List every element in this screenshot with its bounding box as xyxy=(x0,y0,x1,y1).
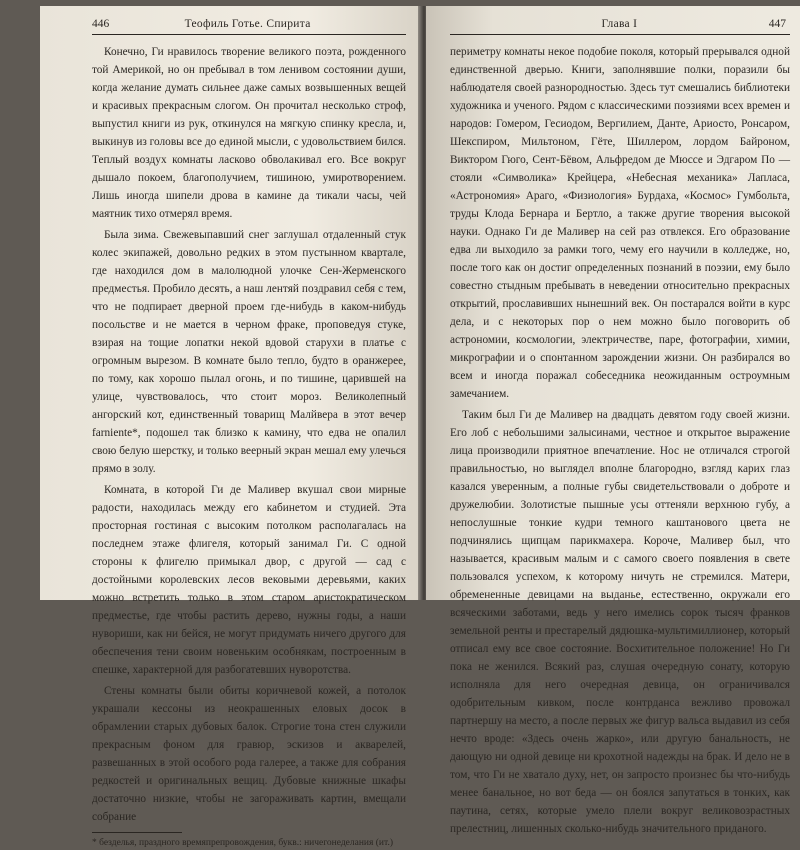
paragraph: Комната, в которой Ги де Маливер вкушал свои мирные радости, находилась между его кабинетом и студией. Эта просторная гостиная с высоким потолком располагалась на последнем этаже флигеля, который занимал Ги. С одной стороны к флигелю примыкал двор, с другой — сад с достойными королевских лесов вековыми деревьями, каких можно встретить только в этом старом аристократическом предместье, где чтобы растить дерево, нужны годы, а наши нувориши, как ни бейся, не могут придумать ничего другого для обеспечения тени своим новеньким особнякам, построенным в спешке, характерной для разбогатевших нуворотства. xyxy=(92,484,406,676)
paragraph: периметру комнаты некое подобие поколя, который прерывался одной единственной дверью. Книги, заполнявшие полки, поразили бы наблюдателя своей разнородностью. Здесь тут смешались библиотеки художника и ученого. Рядом с классическими поэзиями всех времен и народов: Гомером, Гесиодом, Вергилием, Данте, Ариосто, Ронсаром, Шекспиром, Мильтоном, Гёте, Шиллером, лордом Байроном, Виктором Гюго, Сент-Бёвом, Альфредом де Мюссе и Эдгаром По — стояли «Символика» Крейцера, «Небесная механика» Лапласа, «Астрономия» Араго, «Физиология» Бурдаха, «Космос» Гумбольта, труды Клода Бернара и Бертло, а также другие творения высокой науки. Однако Ги де Маливер на сей раз отвлекся. Его образование едва ли выходило за рамки того, чему его научили в колледже, но, после того как он достиг определенных познаний в поэзии, ему было совестно стыдным пребывать в неведении относительно прекрасных открытий, прославивших нынешний век. Он постарался войти в курс дела, и с некоторых пор о нем можно было поговорить об астрономии, космологии, электричестве, паре, фотографии, химии, микрографии и о спонтанном зарождении жизни. Он разбирался во всем и иногда поражал собеседника неожиданным остроумным замечанием. xyxy=(450,46,790,400)
paragraph: Стены комнаты были обиты коричневой кожей, а потолок украшали кессоны из неокрашенных еловых досок в обрамлении старых дубовых балок. Строгие тона стен служили прекрасным фоном для гравюр, эскизов и акварелей, развешанных в этой особого рода галерее, а также для собрания редкостей и оригинальных вещиц. Дубовые книжные шкафы достаточно низкие, чтобы не загораживать картин, вмещали собрание xyxy=(92,685,406,823)
right-page xyxy=(426,6,800,835)
running-title: Теофиль Готье. Спирита xyxy=(184,18,311,30)
footnote-rule xyxy=(92,832,182,833)
right-page-header xyxy=(450,18,790,30)
page-number: 447 xyxy=(768,18,786,30)
left-page xyxy=(40,6,422,848)
running-title: Глава I xyxy=(601,18,638,30)
page-number: 446 xyxy=(92,18,110,30)
paragraph: Конечно, Ги нравилось творение великого поэта, рожденного той Америкой, но он пребывал в том ленивом состоянии души, когда желание думать сильнее даже самых возвышенных вещей и красивых прекрасным слогом. Он прочитал несколько строф, выпустил книги из рук, откинулся на мягкую спинку кресла, и, выкинув из головы все до единой мысли, с удовольствием бился. Теплый воздух комнаты ласково обволакивал его. Все вокруг дышало покоем, благополучием, тишиною, умиротворением. Лишь иногда шипели дрова в камине да тикали часы, чей маятник тихо отмерял время. xyxy=(92,46,406,220)
header-rule xyxy=(92,34,406,35)
paragraph: Таким был Ги де Маливер на двадцать девятом году своей жизни. Его лоб с небольшими залысинами, честное и открытое выражение лица производили приятное впечатление. Нос не отличался строгой правильностью, но выглядел вполне благородно, взгляд карих глаз казался уверенным, а полные губы свидетельствовали о доброте и дружелюбии. Золотистые пышные усы оттеняли верхнюю губу, а непослушные тонкие кудри темного каштанового цвета не подчинялись щипцам парикмахера. Короче, Маливер был, что называется, красивым малым и с самого своего появления в свете пользовался успехом, к которому ничуть не стремился. Матери, обремененные девицами на выданье, естественно, окружали его всяческими заботами, ведь у него имелись сорок тысяч франков земельной ренты и престарелый дядюшка-мультимиллионер, который отписал ему все свое состояние. Восхитительное положение! Но Ги пока не женился. Всякий раз, слушая очередную сонату, которую исполняла для него очередная девица, он ограничивался одобрительным кивком, после контрданса вежливо провожал партнершу на место, а после первых же фигур вальса выдавил из себя нечто вроде: «Здесь очень жарко», или другую банальность, не дающую ни одной девице ни крохотной надежды на брак. И дело не в том, что Ги не хватало духу, нет, он запросто произнес бы что-нибудь менее банальное, но вот беда — он боялся запутаться в тонких, как паутина, сетях, которые умело плели вокруг великовозрастных прелестниц, лишенных сколько-нибудь значительного приданого. xyxy=(450,409,790,835)
left-page-header xyxy=(92,18,406,30)
footnote: * безделья, праздного времяпрепровождения, букв.: ничегонеделания (ит.) xyxy=(92,838,393,848)
paragraph: Была зима. Свежевыпавший снег заглушал отдаленный стук колес экипажей, довольно редких в этом пустынном квартале, где находился дом в малолюдной улочке Сен-Жерменского предместья. Пробило десять, а наш лентяй поздравил себя с тем, что не подпирает дверной проем где-нибудь в каком-нибудь посольстве и не мается в черном фраке, проповедуя стуке, взирая на тощие лопатки некой вдовой старухи в платье с огромным вырезом. В комнате было тепло, будто в оранжерее, по тому, как хорошо пылал огонь, и по тишине, царившей на улице, чувствовалось, что стоит мороз. Великолепный ангорский кот, единственный товарищ Малйвера в этот вечер farniente*, подошел так близко к камину, что едва не опалил свою белую шерстку, и только веерный экран мешал ему улечься прямо в золу. xyxy=(92,229,406,475)
header-rule xyxy=(450,34,790,35)
